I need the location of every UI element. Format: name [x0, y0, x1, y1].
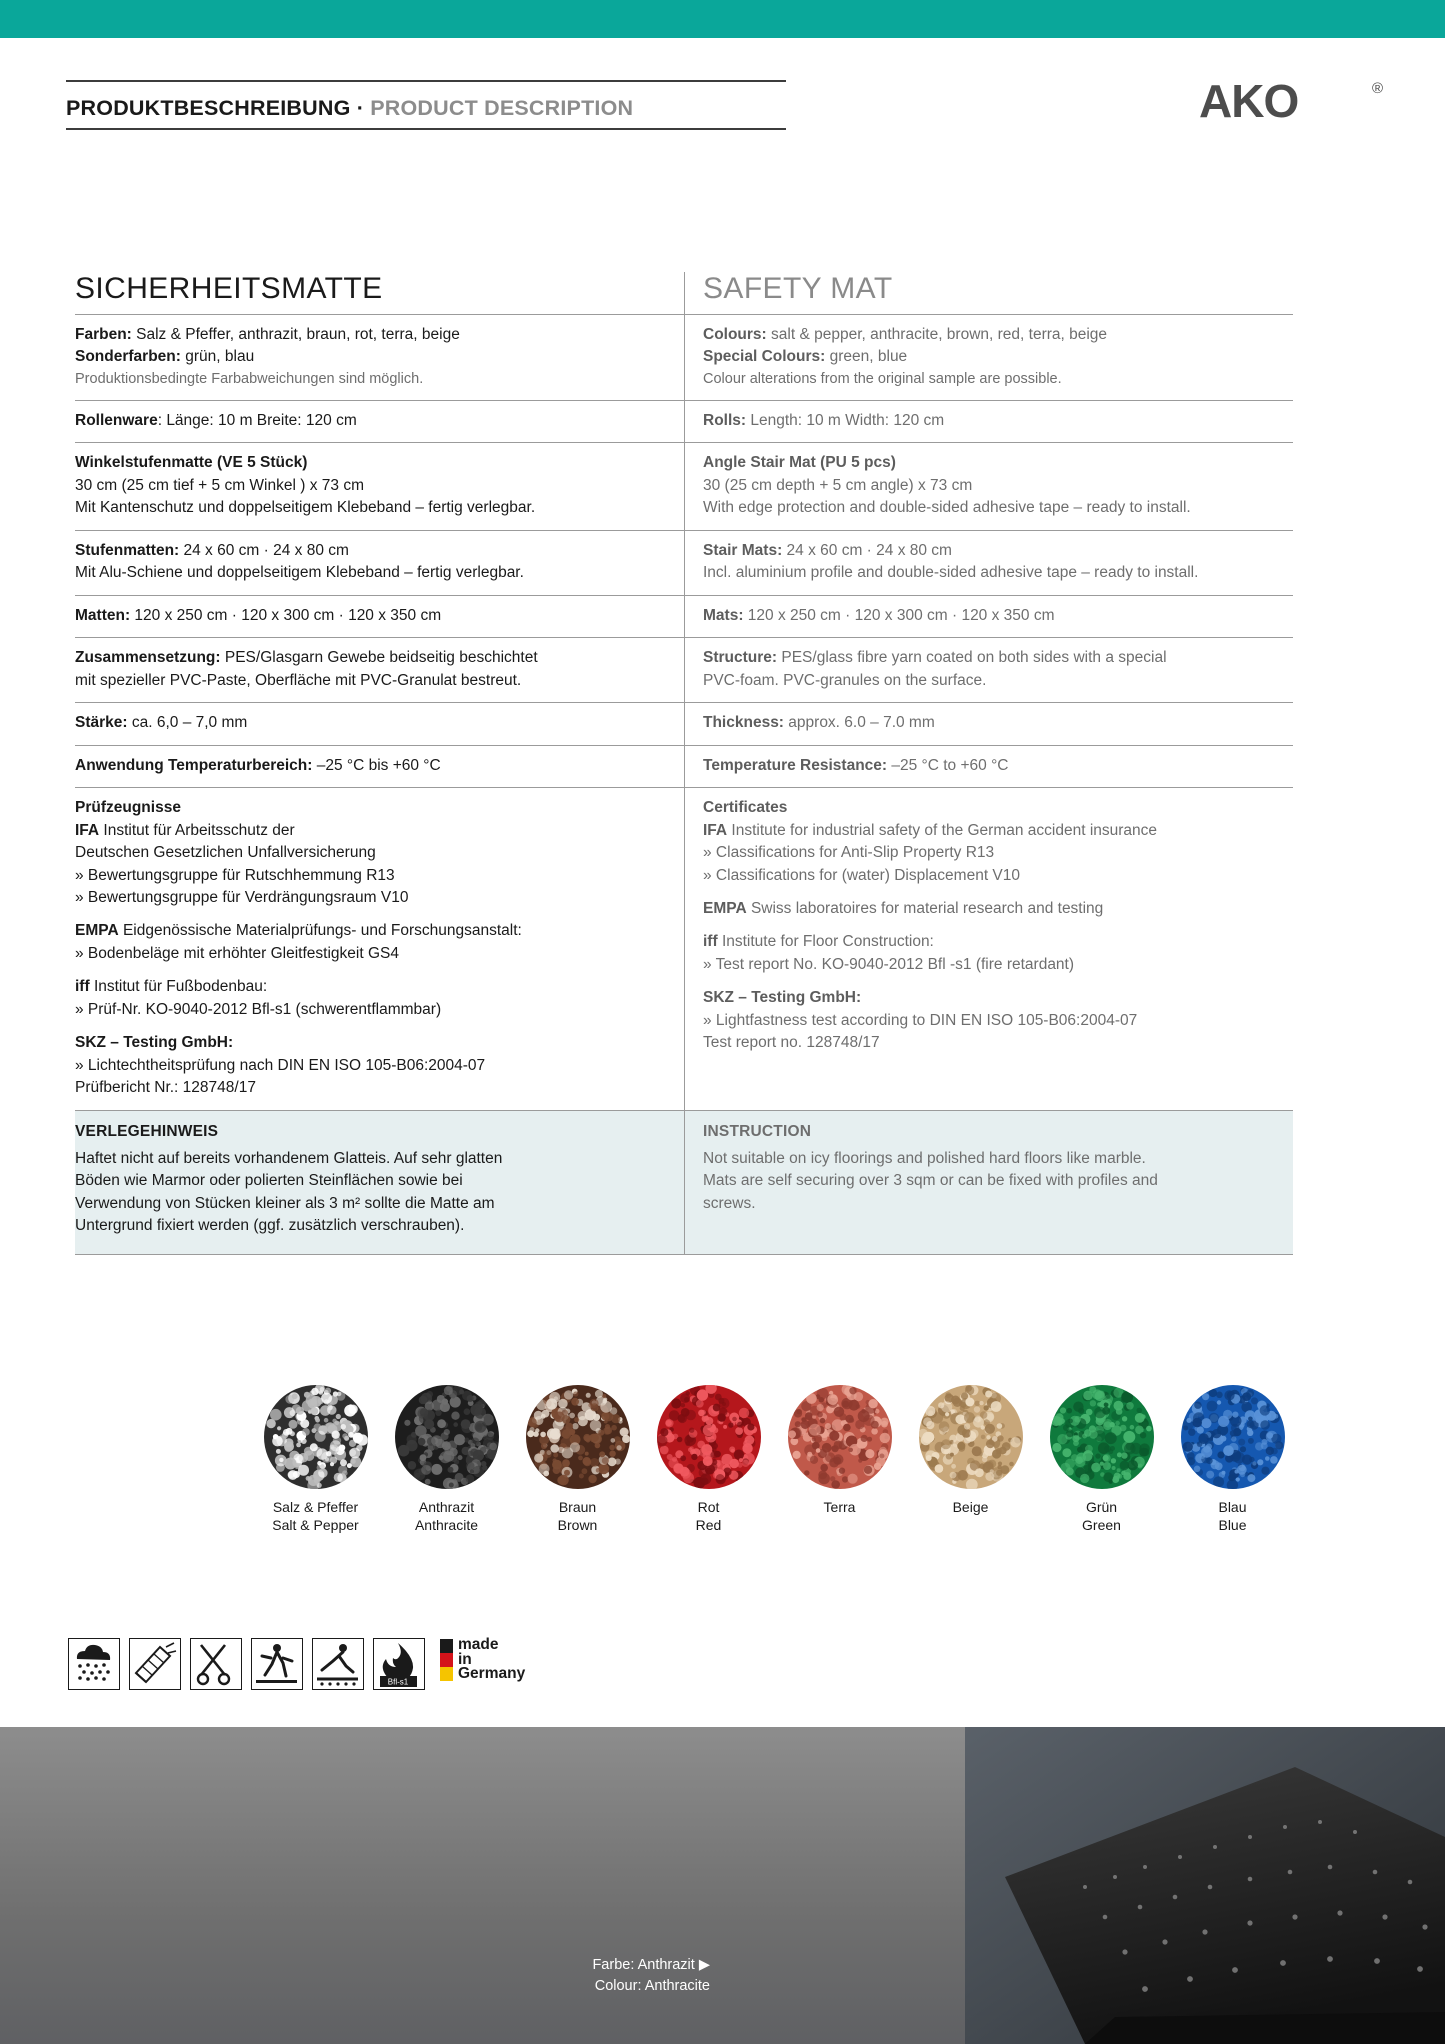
top-accent-bar: [0, 0, 1445, 38]
spec-cell-de: [75, 401, 684, 442]
spec-line-text: mit spezieller PVC-Paste, Oberfläche mit PVC-Granulat bestreut.: [75, 671, 522, 689]
spec-cell-en: [684, 788, 1293, 1110]
spec-line-label: Rolls:: [703, 411, 747, 429]
spec-row: [75, 745, 1293, 787]
spec-cell-de: [75, 638, 684, 702]
spec-line-text: Institute for Floor Construction:: [717, 933, 934, 951]
colour-swatch-label-en: Salt & Pepper: [272, 1517, 359, 1534]
spec-row: [75, 400, 1293, 442]
spec-line-label: iff: [703, 933, 718, 951]
spec-line-text: Colour alterations from the original sample are possible.: [703, 370, 1062, 387]
spec-line: [75, 670, 666, 692]
spec-line-text: Mit Alu-Schiene und doppelseitigem Klebeband – fertig verlegbar.: [75, 564, 524, 582]
colour-swatch-label-de: Salz & Pfeffer: [272, 1499, 359, 1515]
brand-logo: [1199, 75, 1383, 134]
colour-swatch-label-en: Green: [1082, 1517, 1121, 1534]
page-title-separator: ·: [350, 96, 371, 120]
spec-line-text: green, blue: [825, 348, 908, 366]
colour-swatch: [250, 1385, 381, 1534]
spec-line-text: » Prüf-Nr. KO-9040-2012 Bfl-s1 (schwerentflammbar): [75, 1000, 442, 1018]
spec-cell-de: [75, 315, 684, 400]
made-in-germany-badge: [440, 1638, 525, 1682]
spec-line-text: Eidgenössische Materialprüfungs- und Forschungsanstalt:: [118, 922, 522, 940]
spec-line-spacer: [703, 976, 1293, 987]
spec-row: [75, 595, 1293, 637]
spec-line-text: Length: 10 m Width: 120 cm: [746, 411, 945, 429]
spec-line-text: : Länge: 10 m Breite: 120 cm: [157, 411, 357, 429]
spec-line-text: Deutschen Gesetzlichen Unfallversicherung: [75, 844, 376, 862]
page-title-en: PRODUCT DESCRIPTION: [370, 96, 634, 120]
spec-line-label: Stufenmatten:: [75, 541, 180, 559]
spec-line-label: Angle Stair Mat (PU 5 pcs): [703, 454, 896, 472]
spec-line: [703, 820, 1293, 842]
spec-line-spacer: [703, 887, 1293, 898]
colour-swatch: [905, 1385, 1036, 1534]
colour-swatch-label-de: Grün: [1085, 1499, 1118, 1515]
spec-line-text: » Test report No. KO-9040-2012 Bfl -s1 (fire retardant): [703, 955, 1075, 973]
spec-line-text: salt & pepper, anthracite, brown, red, terra, beige: [766, 326, 1108, 343]
instruction-line: Untergrund fixiert werden (ggf. zusätzlich verschrauben).: [75, 1217, 465, 1235]
spec-line-text: 24 x 60 cm · 24 x 80 cm: [782, 541, 952, 559]
spec-line: [75, 540, 666, 562]
spec-line: [75, 842, 666, 864]
spec-line-text: Mit Kantenschutz und doppelseitigem Klebeband – fertig verlegbar.: [75, 499, 536, 517]
spec-line-label: Structure:: [703, 649, 778, 667]
spec-line: [75, 1077, 666, 1099]
spec-line: [703, 410, 1293, 432]
spec-line: [75, 820, 666, 842]
photo-background-right: [965, 1727, 1445, 2044]
spec-line-label: EMPA: [75, 922, 119, 940]
spec-line-text: Institute for industrial safety of the German accident insurance: [727, 821, 1158, 839]
product-title-de-cell: [75, 272, 684, 314]
colour-swatch-dot: [657, 1385, 761, 1489]
spec-line-label: Sonderfarben:: [75, 348, 181, 366]
spec-line-label: Anwendung Temperaturbereich:: [75, 756, 313, 774]
spec-line: [703, 898, 1293, 920]
instruction-heading-en: INSTRUCTION: [703, 1122, 812, 1140]
spec-line: [75, 497, 666, 519]
colour-swatch-label-de: Rot: [697, 1499, 720, 1515]
photo-caption: [592, 1955, 710, 1997]
fire-class-label: Bfl-s1: [387, 1677, 409, 1687]
spec-line: [75, 369, 666, 390]
spec-line-text: » Bewertungsgruppe für Rutschhemmung R13: [75, 866, 395, 884]
spec-line-text: PES/Glasgarn Gewebe beidseitig beschichtet: [220, 649, 538, 667]
spec-line-text: grün, blau: [180, 348, 255, 366]
spec-line: [75, 712, 666, 734]
spec-line-label: Stärke:: [75, 714, 128, 732]
instruction-line: Mats are self securing over 3 sqm or can be fixed with profiles and: [703, 1172, 1158, 1190]
instruction-en-cell: [684, 1111, 1293, 1254]
spec-line: [75, 346, 666, 368]
spec-row: [75, 314, 1293, 400]
mat-product-photo: [965, 1727, 1445, 2044]
spec-line-text: » Lightfastness test according to DIN EN ISO 105-B06:2004-07: [703, 1011, 1138, 1029]
instruction-line: Verwendung von Stücken kleiner als 3 m² sollte die Matte am: [75, 1194, 495, 1212]
spec-line: [703, 346, 1293, 368]
colour-swatch: [774, 1385, 905, 1534]
spec-line-label: Farben:: [75, 326, 132, 343]
anti-slip-icon: [312, 1638, 364, 1690]
header-top-rule: [66, 80, 786, 82]
instruction-line: Haftet nicht auf bereits vorhandenem Glatteis. Auf sehr glatten: [75, 1149, 503, 1167]
spec-line: [703, 369, 1293, 390]
spec-line-text: Test report no. 128748/17: [703, 1034, 880, 1052]
colour-swatch-dot: [395, 1385, 499, 1489]
spec-cell-en: [684, 703, 1293, 744]
spec-line: [75, 999, 666, 1021]
spec-line: [703, 931, 1293, 953]
caption-arrow-icon: ▶: [698, 1956, 710, 1973]
easy-clean-icon: [129, 1638, 181, 1690]
colour-swatch-dot: [1050, 1385, 1154, 1489]
spec-cell-en: [684, 746, 1293, 787]
colour-swatch-label-en: Brown: [557, 1517, 598, 1534]
instruction-line: Not suitable on icy floorings and polished hard floors like marble.: [703, 1149, 1146, 1167]
spec-cell-en: [684, 638, 1293, 702]
spec-line-text: 120 x 250 cm · 120 x 300 cm · 120 x 350 cm: [130, 606, 442, 624]
fire-retardant-icon: [373, 1638, 425, 1690]
spec-line-label: Matten:: [75, 606, 131, 624]
spec-line-text: 30 (25 cm depth + 5 cm angle) x 73 cm: [703, 476, 973, 494]
weather-resistant-icon: [68, 1638, 120, 1690]
product-title-de: SICHERHEITSMATTE: [75, 272, 383, 305]
product-title-en-cell: [684, 272, 1293, 314]
colour-swatch: [381, 1385, 512, 1534]
spec-line-label: EMPA: [703, 899, 747, 917]
spec-line-text: » Classifications for (water) Displacement V10: [703, 866, 1021, 884]
spec-row: [75, 442, 1293, 529]
spec-line-text: » Lichtechtheitsprüfung nach DIN EN ISO 105-B06:2004-07: [75, 1056, 486, 1074]
made-label: made: [458, 1636, 499, 1653]
spec-line-label: iff: [75, 978, 90, 996]
spec-line: [703, 452, 1293, 474]
spec-line: [703, 954, 1293, 976]
spec-line: [75, 755, 666, 777]
spec-line: [75, 410, 666, 432]
spec-line-text: Prüfbericht Nr.: 128748/17: [75, 1079, 256, 1097]
spec-line-label: Certificates: [703, 799, 788, 817]
spec-line: [703, 712, 1293, 734]
spec-cell-en: [684, 596, 1293, 637]
spec-line: [703, 670, 1293, 692]
spec-line-label: Winkelstufenmatte (VE 5 Stück): [75, 454, 308, 472]
spec-line: [703, 497, 1293, 519]
spec-line: [703, 475, 1293, 497]
instruction-line: screws.: [703, 1194, 756, 1212]
spec-line-label: Rollenware: [75, 411, 158, 429]
spec-row: [75, 702, 1293, 744]
spec-cell-en: [684, 315, 1293, 400]
spec-cell-en: [684, 401, 1293, 442]
in-label: in: [458, 1650, 472, 1668]
header-title-wrap: [66, 96, 786, 130]
spec-line: [75, 324, 666, 346]
cut-to-size-icon: [190, 1638, 242, 1690]
spec-cell-de: [75, 531, 684, 595]
spec-line: [75, 647, 666, 669]
page-title-de: PRODUKTBESCHREIBUNG: [66, 96, 351, 120]
product-photo-section: [0, 1727, 1445, 2044]
colour-swatch-label-en: Blue: [1218, 1517, 1247, 1534]
spec-line-label: Temperature Resistance:: [703, 756, 888, 774]
spec-cell-de: [75, 746, 684, 787]
spec-rows-host: [75, 314, 1293, 1110]
spec-line: [75, 887, 666, 909]
colour-swatch-label-de: Anthrazit: [418, 1499, 475, 1515]
spec-line-text: 24 x 60 cm · 24 x 80 cm: [179, 541, 349, 559]
spec-line-text: approx. 6.0 – 7.0 mm: [783, 714, 935, 732]
spec-line: [75, 1032, 666, 1054]
spec-line: [703, 540, 1293, 562]
germany-label: Germany: [458, 1665, 526, 1683]
spec-line-text: PES/glass fibre yarn coated on both sides with a special: [777, 649, 1167, 667]
spec-cell-de: [75, 703, 684, 744]
brand-logo-text: AKO: [1199, 75, 1299, 127]
colour-swatch-dot: [919, 1385, 1023, 1489]
spec-line: [703, 797, 1293, 819]
spec-line: [703, 605, 1293, 627]
instruction-row: [75, 1110, 1293, 1255]
spec-line: [703, 865, 1293, 887]
spec-line: [75, 1055, 666, 1077]
spec-line-label: Colours:: [703, 326, 767, 343]
instruction-de-cell: [75, 1111, 684, 1254]
product-title-row: [75, 272, 1293, 314]
spec-line-text: Institut für Arbeitsschutz der: [99, 821, 295, 839]
spec-cell-de: [75, 788, 684, 1110]
spec-line: [75, 562, 666, 584]
colour-swatch: [643, 1385, 774, 1534]
spec-line: [703, 647, 1293, 669]
spec-line-label: IFA: [75, 821, 100, 839]
instruction-line: Böden wie Marmor oder polierten Steinflächen sowie bei: [75, 1172, 463, 1190]
spec-line: [703, 1010, 1293, 1032]
spec-line: [703, 755, 1293, 777]
spec-line: [75, 943, 666, 965]
photo-background-left: [0, 1727, 965, 2044]
spec-line-text: With edge protection and double-sided adhesive tape – ready to install.: [703, 499, 1191, 517]
instruction-text-en: [703, 1148, 1293, 1215]
spec-row: [75, 637, 1293, 702]
spec-line-text: Institut für Fußbodenbau:: [89, 978, 268, 996]
german-flag-icon: [440, 1639, 453, 1681]
spec-line-text: –25 °C to +60 °C: [887, 756, 1009, 774]
colour-swatch-dot: [788, 1385, 892, 1489]
photo-caption-de: Farbe: Anthrazit ▶: [592, 1956, 710, 1973]
colour-swatch-dot: [526, 1385, 630, 1489]
spec-cell-en: [684, 531, 1293, 595]
spec-line: [703, 562, 1293, 584]
registered-trademark-icon: ®: [1371, 80, 1383, 97]
spec-line-text: » Classifications for Anti-Slip Property R13: [703, 844, 995, 862]
instruction-heading-de: VERLEGEHINWEIS: [75, 1122, 219, 1140]
spec-line: [75, 920, 666, 942]
colour-swatch-label-en: Anthracite: [414, 1517, 479, 1534]
spec-line: [703, 842, 1293, 864]
spec-line-text: » Bewertungsgruppe für Verdrängungsraum V10: [75, 888, 409, 906]
spec-row: [75, 530, 1293, 595]
spec-line-label: IFA: [703, 821, 728, 839]
spec-line-label: SKZ – Testing GmbH:: [703, 989, 862, 1007]
spec-cell-en: [684, 443, 1293, 529]
spec-line-label: Special Colours:: [703, 348, 826, 366]
spec-line: [75, 452, 666, 474]
colour-swatch: [1036, 1385, 1167, 1534]
colour-swatch-list: [250, 1385, 1300, 1534]
spec-line: [703, 1032, 1293, 1054]
pictogram-row: [68, 1638, 525, 1690]
colour-swatch: [512, 1385, 643, 1534]
spec-line-text: PVC-foam. PVC-granules on the surface.: [703, 671, 987, 689]
spec-line: [703, 987, 1293, 1009]
spec-line-label: Stair Mats:: [703, 541, 783, 559]
spec-line: [703, 324, 1293, 346]
spec-line-label: Mats:: [703, 606, 744, 624]
spec-table: [75, 272, 1293, 1255]
spec-line-text: Produktionsbedingte Farbabweichungen sind möglich.: [75, 370, 424, 387]
spec-line-label: SKZ – Testing GmbH:: [75, 1034, 234, 1052]
spec-line-text: 30 cm (25 cm tief + 5 cm Winkel ) x 73 cm: [75, 476, 364, 494]
instruction-text-de: [75, 1148, 666, 1238]
product-title-en: SAFETY MAT: [703, 272, 893, 305]
spec-line-spacer: [75, 909, 666, 920]
walk-on-icon: [251, 1638, 303, 1690]
spec-line-text: 120 x 250 cm · 120 x 300 cm · 120 x 350 cm: [743, 606, 1055, 624]
page-header: [66, 75, 1383, 156]
made-in-germany-text: [458, 1638, 525, 1682]
spec-line: [75, 797, 666, 819]
page-title: [66, 96, 786, 121]
spec-line-label: Prüfzeugnisse: [75, 799, 181, 817]
spec-line-text: Swiss laboratoires for material research and testing: [746, 899, 1104, 917]
spec-line: [75, 976, 666, 998]
spec-line-text: » Bodenbeläge mit erhöhter Gleitfestigkeit GS4: [75, 944, 399, 962]
spec-line-text: Salz & Pfeffer, anthrazit, braun, rot, terra, beige: [131, 326, 460, 343]
colour-swatch: [1167, 1385, 1298, 1534]
spec-line: [75, 865, 666, 887]
colour-swatch-label-de: Beige: [952, 1499, 989, 1515]
spec-cell-de: [75, 443, 684, 529]
colour-swatch-dot: [1181, 1385, 1285, 1489]
spec-line-text: –25 °C bis +60 °C: [312, 756, 441, 774]
spec-line-text: ca. 6,0 – 7,0 mm: [127, 714, 248, 732]
spec-cell-de: [75, 596, 684, 637]
colour-swatch-dot: [264, 1385, 368, 1489]
photo-caption-en: Colour: Anthracite: [594, 1977, 710, 1994]
colour-swatch-label-de: Blau: [1218, 1499, 1247, 1515]
spec-line-label: Thickness:: [703, 714, 784, 732]
spec-line-spacer: [75, 965, 666, 976]
colour-swatch-label-en: Red: [695, 1517, 722, 1534]
spec-line-label: Zusammensetzung:: [75, 649, 221, 667]
colour-swatch-label-de: Terra: [823, 1499, 856, 1515]
spec-line-text: Incl. aluminium profile and double-sided adhesive tape – ready to install.: [703, 564, 1199, 582]
spec-line: [75, 605, 666, 627]
spec-line: [75, 475, 666, 497]
spec-row: [75, 787, 1293, 1110]
spec-line-spacer: [703, 920, 1293, 931]
spec-line-spacer: [75, 1021, 666, 1032]
colour-swatch-label-de: Braun: [558, 1499, 597, 1515]
